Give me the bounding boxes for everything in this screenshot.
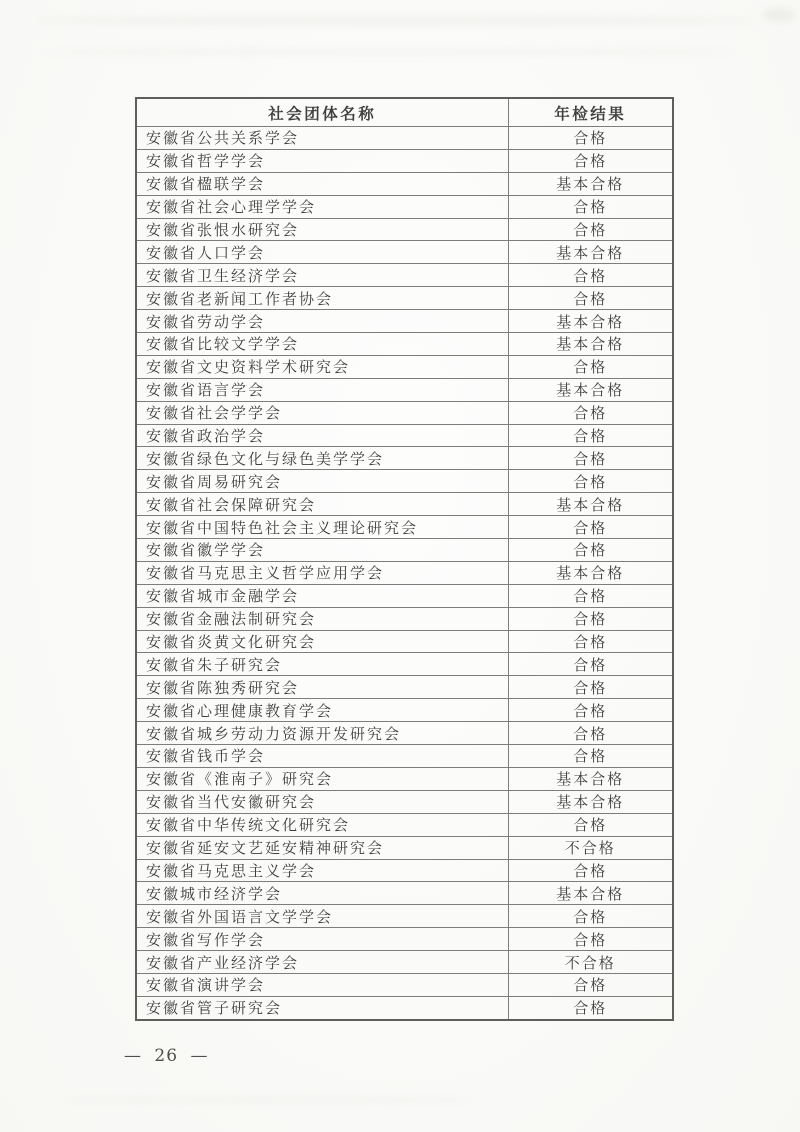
- table-row: [136, 287, 673, 310]
- organization-name-cell: 安徽省比较文学学会: [136, 333, 508, 356]
- table-row: [136, 470, 673, 493]
- table-row: [136, 333, 673, 356]
- inspection-result-cell: 合格: [508, 470, 673, 493]
- organization-name-cell: 安徽省文史资料学术研究会: [136, 355, 508, 378]
- scan-artifact: [30, 16, 760, 26]
- table-row: [136, 722, 673, 745]
- inspection-result-cell: 合格: [508, 653, 673, 676]
- table-row: [136, 195, 673, 218]
- inspection-result-cell: 基本合格: [508, 241, 673, 264]
- inspection-result-cell: 合格: [508, 859, 673, 882]
- table-row: [136, 607, 673, 630]
- inspection-result-cell: 基本合格: [508, 790, 673, 813]
- organization-name-cell: 安徽省当代安徽研究会: [136, 790, 508, 813]
- inspection-result-cell: 基本合格: [508, 882, 673, 905]
- table-row: [136, 996, 673, 1019]
- organization-name-cell: 安徽省人口学会: [136, 241, 508, 264]
- organization-name-cell: 安徽省朱子研究会: [136, 653, 508, 676]
- inspection-result-cell: 基本合格: [508, 333, 673, 356]
- scan-artifact: [60, 1096, 480, 1104]
- organization-name-cell: 安徽省马克思主义哲学应用学会: [136, 561, 508, 584]
- organization-name-cell: 安徽省社会保障研究会: [136, 493, 508, 516]
- inspection-result-cell: 合格: [508, 424, 673, 447]
- table-row: [136, 790, 673, 813]
- table-row: [136, 928, 673, 951]
- inspection-result-cell: 合格: [508, 584, 673, 607]
- table-body: [136, 127, 673, 1020]
- inspection-result-cell: 合格: [508, 218, 673, 241]
- column-header-organization-name: 社会团体名称: [136, 98, 508, 127]
- inspection-result-cell: 不合格: [508, 836, 673, 859]
- organization-name-cell: 安徽省金融法制研究会: [136, 607, 508, 630]
- inspection-result-cell: 合格: [508, 630, 673, 653]
- table-row: [136, 882, 673, 905]
- organization-name-cell: 安徽城市经济学会: [136, 882, 508, 905]
- scan-artifact: [762, 8, 796, 22]
- inspection-result-cell: 基本合格: [508, 172, 673, 195]
- organization-name-cell: 安徽省社会学学会: [136, 401, 508, 424]
- table-row: [136, 447, 673, 470]
- table-row: [136, 218, 673, 241]
- inspection-result-cell: 合格: [508, 516, 673, 539]
- inspection-result-cell: 合格: [508, 539, 673, 562]
- organization-name-cell: 安徽省《淮南子》研究会: [136, 767, 508, 790]
- inspection-result-cell: 合格: [508, 928, 673, 951]
- organization-name-cell: 安徽省政治学会: [136, 424, 508, 447]
- table-row: [136, 973, 673, 996]
- inspection-result-cell: 基本合格: [508, 493, 673, 516]
- inspection-result-cell: 基本合格: [508, 378, 673, 401]
- organization-name-cell: 安徽省延安文艺延安精神研究会: [136, 836, 508, 859]
- inspection-result-cell: 合格: [508, 127, 673, 150]
- inspection-result-cell: 合格: [508, 905, 673, 928]
- inspection-result-cell: 合格: [508, 287, 673, 310]
- table-row: [136, 264, 673, 287]
- inspection-result-cell: 基本合格: [508, 561, 673, 584]
- table-row: [136, 653, 673, 676]
- inspection-result-cell: 合格: [508, 447, 673, 470]
- table-row: [136, 905, 673, 928]
- organization-name-cell: 安徽省绿色文化与绿色美学学会: [136, 447, 508, 470]
- scan-artifact: [40, 48, 740, 56]
- organization-name-cell: 安徽省中华传统文化研究会: [136, 813, 508, 836]
- organization-name-cell: 安徽省城乡劳动力资源开发研究会: [136, 722, 508, 745]
- organization-name-cell: 安徽省城市金融学会: [136, 584, 508, 607]
- page-number: — 26 —: [124, 1046, 209, 1066]
- inspection-result-cell: 基本合格: [508, 767, 673, 790]
- organization-name-cell: 安徽省管子研究会: [136, 996, 508, 1019]
- table-row: [136, 149, 673, 172]
- organization-name-cell: 安徽省心理健康教育学会: [136, 699, 508, 722]
- organization-name-cell: 安徽省产业经济学会: [136, 951, 508, 974]
- inspection-result-cell: 不合格: [508, 951, 673, 974]
- table-row: [136, 127, 673, 150]
- organization-name-cell: 安徽省周易研究会: [136, 470, 508, 493]
- inspection-result-cell: 基本合格: [508, 310, 673, 333]
- organization-name-cell: 安徽省陈独秀研究会: [136, 676, 508, 699]
- table-row: [136, 378, 673, 401]
- organization-name-cell: 安徽省中国特色社会主义理论研究会: [136, 516, 508, 539]
- organization-name-cell: 安徽省炎黄文化研究会: [136, 630, 508, 653]
- organization-name-cell: 安徽省卫生经济学会: [136, 264, 508, 287]
- table-row: [136, 813, 673, 836]
- organization-name-cell: 安徽省演讲学会: [136, 973, 508, 996]
- inspection-result-cell: 合格: [508, 401, 673, 424]
- organization-name-cell: 安徽省楹联学会: [136, 172, 508, 195]
- organization-name-cell: 安徽省徽学学会: [136, 539, 508, 562]
- annual-inspection-table: [135, 97, 674, 1021]
- table-row: [136, 859, 673, 882]
- inspection-result-cell: 合格: [508, 195, 673, 218]
- inspection-result-cell: 合格: [508, 722, 673, 745]
- table-row: [136, 836, 673, 859]
- table-row: [136, 172, 673, 195]
- inspection-result-cell: 合格: [508, 745, 673, 768]
- organization-name-cell: 安徽省语言学会: [136, 378, 508, 401]
- inspection-result-cell: 合格: [508, 996, 673, 1019]
- organization-name-cell: 安徽省老新闻工作者协会: [136, 287, 508, 310]
- inspection-result-cell: 合格: [508, 676, 673, 699]
- table-row: [136, 493, 673, 516]
- table-row: [136, 699, 673, 722]
- inspection-result-cell: 合格: [508, 264, 673, 287]
- inspection-result-cell: 合格: [508, 973, 673, 996]
- table-row: [136, 584, 673, 607]
- column-header-inspection-result: 年检结果: [508, 98, 673, 127]
- table-row: [136, 676, 673, 699]
- inspection-result-cell: 合格: [508, 149, 673, 172]
- organization-name-cell: 安徽省社会心理学学会: [136, 195, 508, 218]
- table-row: [136, 539, 673, 562]
- table-row: [136, 767, 673, 790]
- inspection-result-cell: 合格: [508, 355, 673, 378]
- organization-name-cell: 安徽省劳动学会: [136, 310, 508, 333]
- organization-name-cell: 安徽省外国语言文学学会: [136, 905, 508, 928]
- table-row: [136, 310, 673, 333]
- organization-name-cell: 安徽省钱币学会: [136, 745, 508, 768]
- table-row: [136, 630, 673, 653]
- organization-name-cell: 安徽省写作学会: [136, 928, 508, 951]
- organization-name-cell: 安徽省张恨水研究会: [136, 218, 508, 241]
- table-row: [136, 745, 673, 768]
- table-row: [136, 241, 673, 264]
- organization-name-cell: 安徽省马克思主义学会: [136, 859, 508, 882]
- organization-name-cell: 安徽省哲学学会: [136, 149, 508, 172]
- table-row: [136, 424, 673, 447]
- organization-name-cell: 安徽省公共关系学会: [136, 127, 508, 150]
- table-row: [136, 401, 673, 424]
- table-row: [136, 561, 673, 584]
- table-row: [136, 951, 673, 974]
- inspection-result-cell: 合格: [508, 813, 673, 836]
- inspection-result-cell: 合格: [508, 699, 673, 722]
- table-row: [136, 355, 673, 378]
- inspection-result-cell: 合格: [508, 607, 673, 630]
- table-row: [136, 516, 673, 539]
- table-header-row: [136, 98, 673, 127]
